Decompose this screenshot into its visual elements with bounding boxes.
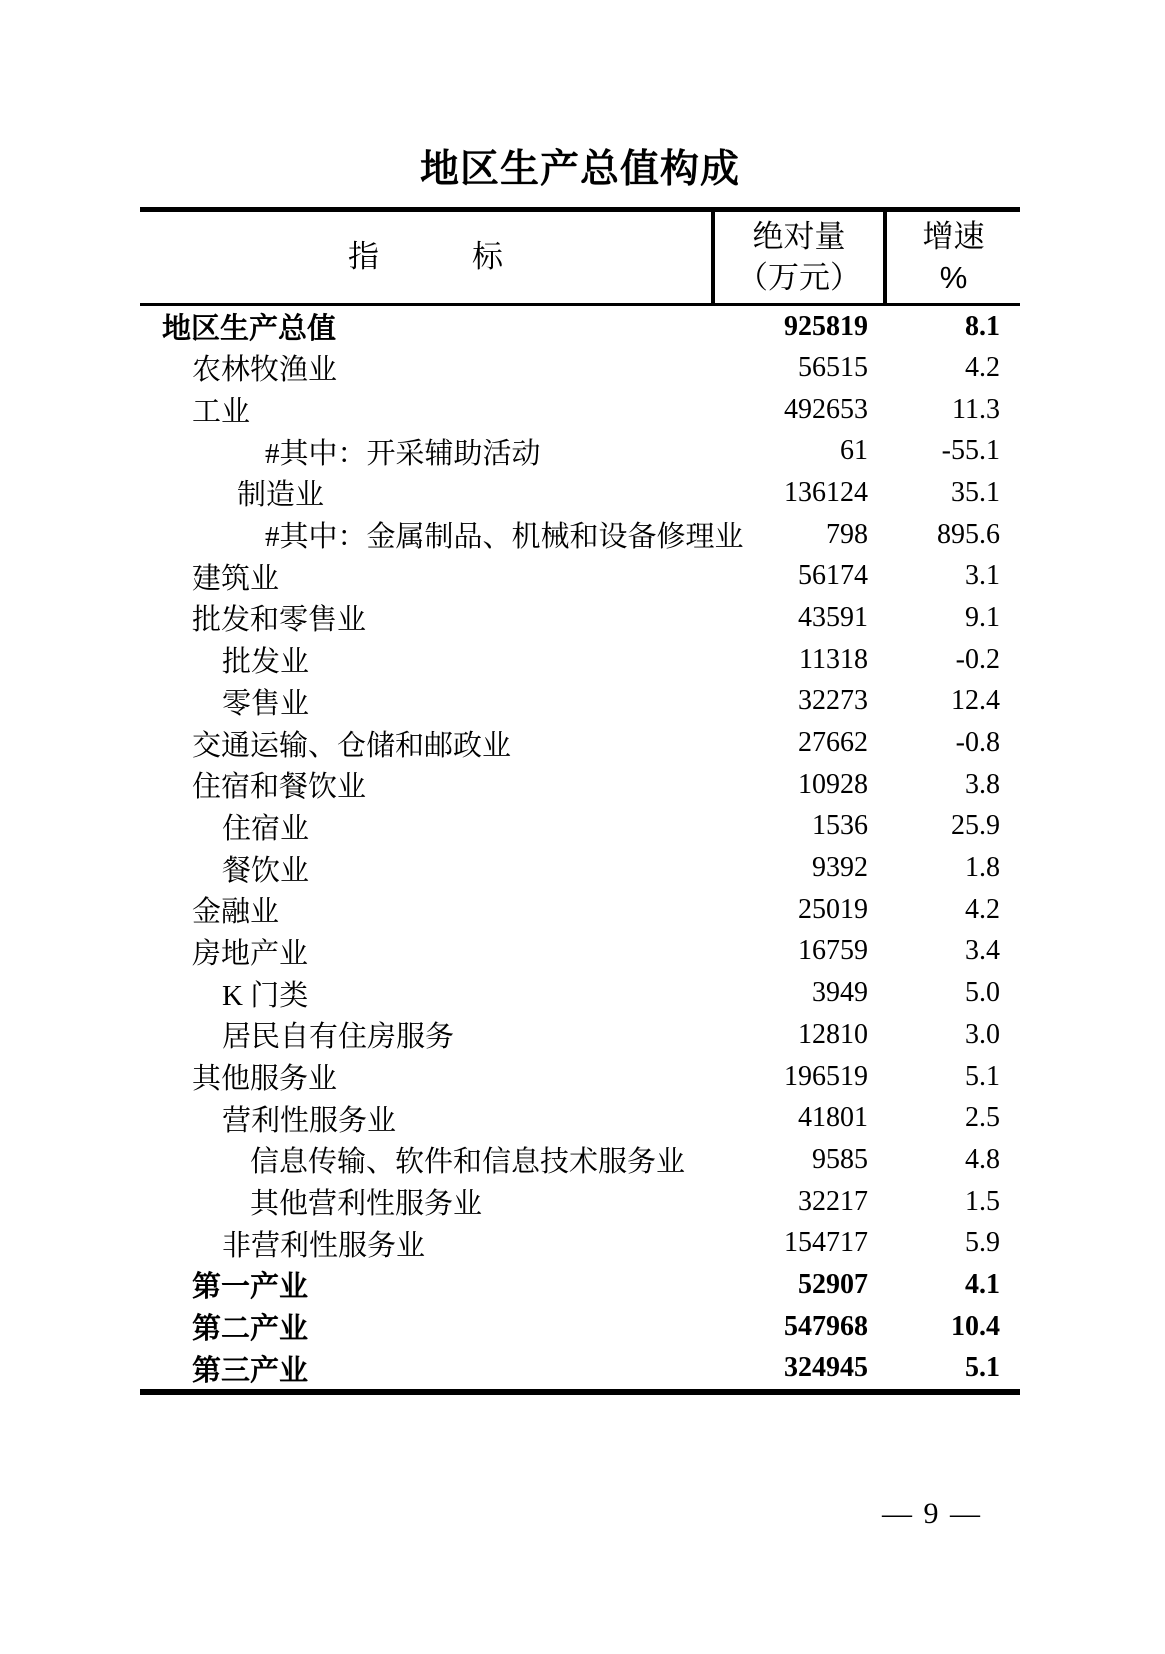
row-indicator-label: 交通运输、仓储和邮政业	[192, 729, 512, 762]
row-indicator-label: 地区生产总值	[162, 313, 337, 345]
table-row	[140, 555, 1020, 597]
row-indicator-label: 房地产业	[192, 937, 309, 970]
row-growth-value: 11.3	[952, 393, 1000, 425]
row-indicator-label: #其中：金属制品、机械和设备修理业	[265, 521, 744, 554]
row-indicator-label: #其中：开采辅助活动	[265, 437, 541, 470]
row-growth-value: 3.0	[965, 1018, 1000, 1050]
row-indicator-label: 营利性服务业	[222, 1104, 397, 1137]
row-indicator-label: 居民自有住房服务	[222, 1021, 455, 1054]
row-indicator-label: 制造业	[237, 479, 325, 512]
row-indicator-label: 其他营利性服务业	[250, 1188, 483, 1221]
row-indicator-label: 金融业	[192, 896, 280, 929]
table-row	[140, 806, 1020, 848]
table-row	[140, 1014, 1020, 1056]
row-absolute-value: 547968	[784, 1310, 868, 1342]
row-growth-value: 3.4	[965, 935, 1000, 967]
row-growth-value: 35.1	[951, 476, 1000, 508]
row-absolute-value: 41801	[798, 1102, 868, 1134]
header-absolute-line1: 绝对量	[752, 219, 846, 255]
table-row	[140, 847, 1020, 889]
table-row	[140, 972, 1020, 1014]
row-growth-value: 4.2	[965, 893, 1000, 925]
row-absolute-value: 43591	[798, 601, 868, 633]
table-row	[140, 1056, 1020, 1098]
table-row	[140, 1264, 1020, 1306]
row-absolute-value: 16759	[798, 935, 868, 967]
row-indicator-label: 第三产业	[192, 1354, 309, 1387]
row-indicator-label: 批发和零售业	[192, 604, 367, 637]
table-header-row	[140, 210, 1020, 305]
table-row	[140, 389, 1020, 431]
header-absolute-line2: （万元）	[737, 259, 861, 295]
table-row	[140, 1097, 1020, 1139]
row-absolute-value: 25019	[798, 893, 868, 925]
table-row	[140, 1306, 1020, 1348]
row-absolute-value: 11318	[799, 643, 868, 675]
row-growth-value: 12.4	[951, 685, 1000, 717]
row-absolute-value: 324945	[784, 1352, 868, 1383]
header-growth-line2: %	[939, 259, 968, 295]
table-row	[140, 305, 1020, 348]
page-title: 地区生产总值构成	[419, 148, 740, 191]
row-indicator-label: 非营利性服务业	[222, 1229, 426, 1262]
row-indicator-label: 住宿业	[222, 812, 310, 845]
header-indicator-label: 指 标	[348, 239, 503, 275]
row-growth-value: 8.1	[965, 310, 1000, 342]
row-growth-value: 1.8	[965, 852, 1000, 884]
row-absolute-value: 52907	[798, 1268, 868, 1300]
table-row	[140, 889, 1020, 931]
row-absolute-value: 798	[826, 518, 868, 550]
row-absolute-value: 56174	[798, 560, 868, 592]
row-absolute-value: 3949	[812, 977, 868, 1009]
row-absolute-value: 136124	[784, 476, 868, 508]
table-row	[140, 931, 1020, 973]
row-indicator-label: 农林牧渔业	[192, 354, 338, 387]
table-body	[140, 305, 1020, 1392]
header-indicator	[140, 210, 713, 305]
table-row	[140, 1348, 1020, 1392]
row-indicator-label: K 门类	[222, 979, 309, 1012]
row-growth-value: 4.8	[965, 1143, 1000, 1175]
row-growth-value: 4.1	[965, 1268, 1000, 1300]
row-absolute-value: 32273	[798, 685, 868, 717]
row-indicator-label: 其他服务业	[192, 1063, 338, 1096]
row-indicator-label: 批发业	[222, 646, 310, 679]
row-indicator-label: 住宿和餐饮业	[192, 771, 367, 804]
row-absolute-value: 154717	[784, 1227, 868, 1259]
row-absolute-value: 1536	[812, 810, 868, 842]
table-row	[140, 1222, 1020, 1264]
table-row	[140, 1181, 1020, 1223]
table-row	[140, 1139, 1020, 1181]
row-growth-value: 10.4	[951, 1310, 1000, 1342]
table-row	[140, 639, 1020, 681]
table-row	[140, 764, 1020, 806]
row-growth-value: 25.9	[951, 810, 1000, 842]
row-indicator-label: 建筑业	[192, 562, 280, 595]
header-growth-rate	[885, 210, 1020, 305]
row-absolute-value: 27662	[798, 727, 868, 759]
row-growth-value: 1.5	[965, 1185, 1000, 1217]
row-growth-value: 9.1	[965, 601, 1000, 633]
table-row	[140, 472, 1020, 514]
row-indicator-label: 信息传输、软件和信息技术服务业	[250, 1146, 686, 1179]
row-growth-value: 4.2	[965, 351, 1000, 383]
row-absolute-value: 9585	[812, 1143, 868, 1175]
table-row	[140, 722, 1020, 764]
row-growth-value: -55.1	[941, 435, 1000, 467]
row-growth-value: 5.0	[965, 977, 1000, 1009]
row-growth-value: 5.1	[965, 1352, 1000, 1383]
row-growth-value: 895.6	[937, 518, 1000, 550]
row-indicator-label: 第二产业	[192, 1313, 309, 1346]
page-number: — 9 —	[882, 1497, 982, 1530]
row-indicator-label: 零售业	[222, 687, 310, 720]
row-absolute-value: 9392	[812, 852, 868, 884]
row-absolute-value: 196519	[784, 1060, 868, 1092]
row-growth-value: 3.8	[965, 768, 1000, 800]
row-indicator-label: 餐饮业	[222, 854, 310, 887]
table-row	[140, 347, 1020, 389]
table-row	[140, 597, 1020, 639]
row-absolute-value: 32217	[798, 1185, 868, 1217]
row-absolute-value: 12810	[798, 1018, 868, 1050]
row-indicator-label: 工业	[192, 396, 251, 429]
row-growth-value: 2.5	[965, 1102, 1000, 1134]
gdp-composition-table	[140, 207, 1020, 1395]
row-growth-value: 5.1	[965, 1060, 1000, 1092]
table-row	[140, 681, 1020, 723]
row-absolute-value: 61	[840, 435, 868, 467]
row-growth-value: 5.9	[965, 1227, 1000, 1259]
row-absolute-value: 10928	[798, 768, 868, 800]
row-growth-value: 3.1	[965, 560, 1000, 592]
row-growth-value: -0.8	[955, 727, 1000, 759]
table-row	[140, 514, 1020, 556]
header-absolute-amount	[713, 210, 885, 305]
header-growth-line1: 增速	[922, 219, 985, 255]
table-row	[140, 430, 1020, 472]
row-absolute-value: 56515	[798, 351, 868, 383]
row-absolute-value: 925819	[784, 310, 868, 342]
row-growth-value: -0.2	[955, 643, 1000, 675]
row-indicator-label: 第一产业	[192, 1271, 309, 1304]
row-absolute-value: 492653	[784, 393, 868, 425]
